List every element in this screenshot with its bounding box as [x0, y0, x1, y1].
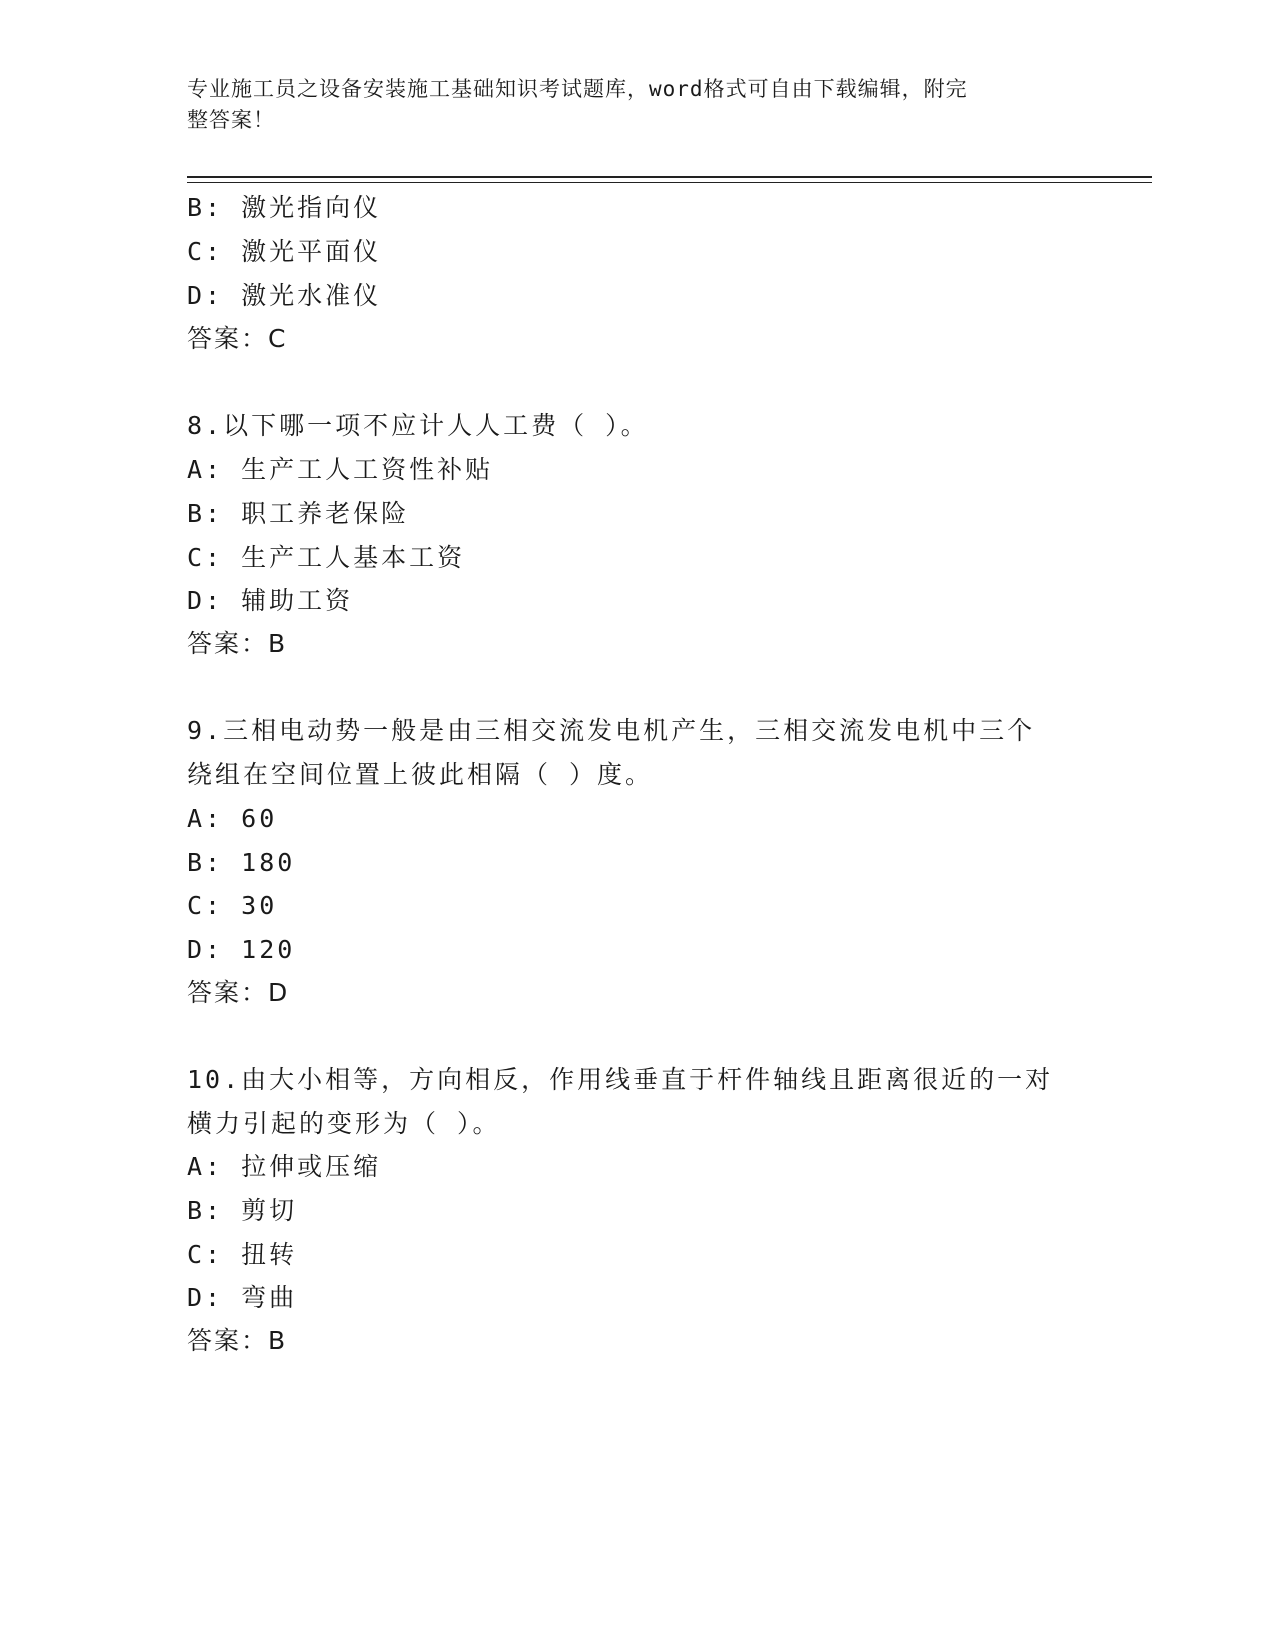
q8-question: 8.以下哪一项不应计人人工费（ ）。 [187, 411, 649, 440]
header-divider-thin [187, 182, 1152, 183]
q7-option-b: B: 激光指向仪 [187, 193, 382, 222]
q10-option-a: A: 拉伸或压缩 [187, 1152, 382, 1181]
q10-option-b: B: 剪切 [187, 1196, 298, 1225]
q8-option-c: C: 生产工人基本工资 [187, 543, 466, 572]
q9-option-c: C: 30 [187, 891, 278, 920]
header-divider-thick [187, 176, 1152, 178]
q7-answer: 答案：C [187, 324, 288, 353]
q9-question-line-1: 9.三相电动势一般是由三相交流发电机产生，三相交流发电机中三个 [187, 716, 1036, 745]
q10-option-c: C: 扭转 [187, 1240, 298, 1269]
q7-option-c: C: 激光平面仪 [187, 237, 382, 266]
q9-answer: 答案：D [187, 978, 290, 1007]
q10-question-line-2: 横力引起的变形为（ ）。 [187, 1109, 501, 1138]
q10-question-line-1: 10.由大小相等，方向相反，作用线垂直于杆件轴线且距离很近的一对 [187, 1065, 1054, 1094]
q8-option-d: D: 辅助工资 [187, 586, 354, 615]
q7-option-d: D: 激光水准仪 [187, 281, 382, 310]
q9-option-b: B: 180 [187, 848, 296, 877]
document-header [187, 74, 1067, 136]
q10-answer: 答案：B [187, 1326, 288, 1355]
q8-answer: 答案：B [187, 629, 288, 658]
q9-option-d: D: 120 [187, 935, 296, 964]
q8-option-a: A: 生产工人工资性补贴 [187, 455, 494, 484]
header-title-line-1: 专业施工员之设备安装施工基础知识考试题库，word格式可自由下载编辑，附完 [187, 77, 968, 101]
header-title-line-2: 整答案！ [187, 108, 275, 132]
q10-option-d: D: 弯曲 [187, 1283, 298, 1312]
q8-option-b: B: 职工养老保险 [187, 499, 410, 528]
q9-question-line-2: 绕组在空间位置上彼此相隔（ ）度。 [187, 760, 654, 789]
q9-option-a: A: 60 [187, 804, 278, 833]
